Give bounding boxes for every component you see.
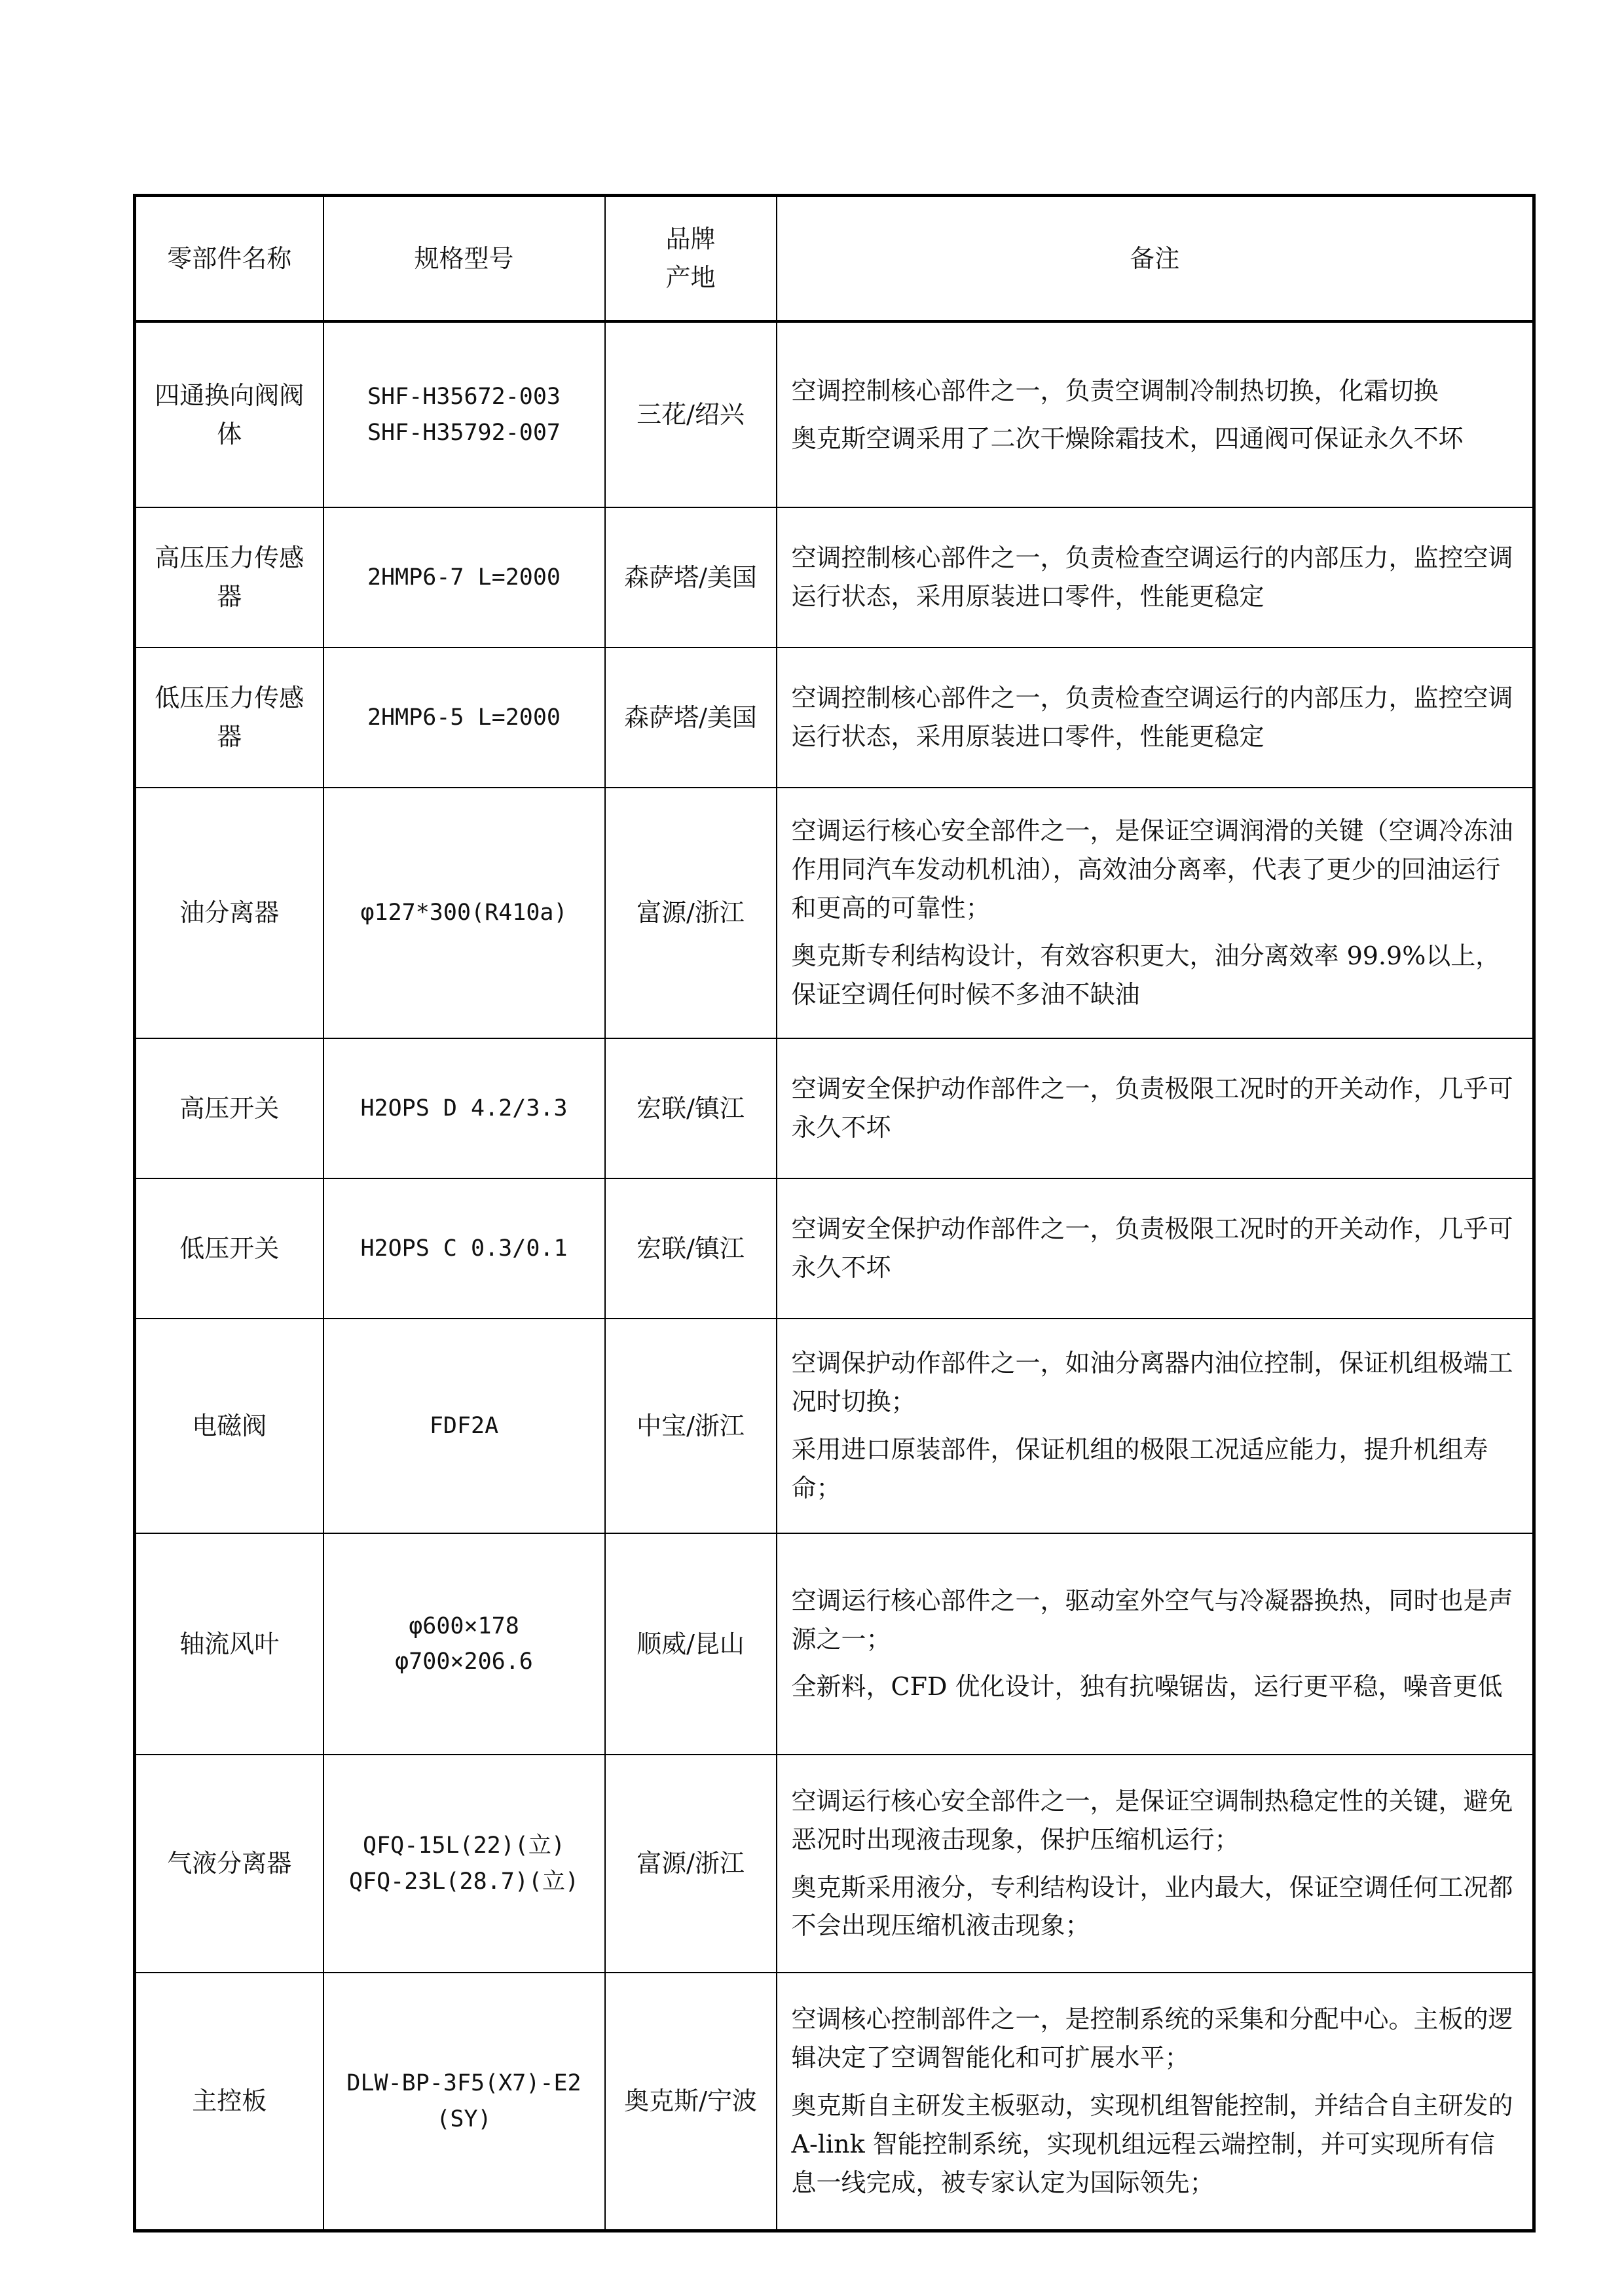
table-row: [135, 788, 1534, 1038]
remark-paragraph: 空调安全保护动作部件之一，负责极限工况时的开关动作，几乎可永久不坏: [791, 1074, 1513, 1142]
remark-paragraph: 奥克斯专利结构设计，有效容积更大，油分离效率 99.9%以上，保证空调任何时候不多油不缺油: [791, 941, 1501, 1009]
table-row: [135, 1973, 1534, 2231]
spec-model-cell: [323, 1533, 605, 1755]
remark-paragraph: 空调运行核心安全部件之一，是保证空调制热稳定性的关键，避免恶况时出现液击现象，保护压缩机运行；: [791, 1786, 1513, 1854]
brand-origin-cell: 奥克斯/宁波: [605, 1973, 777, 2231]
part-name-cell: 高压压力传感器: [135, 507, 323, 647]
remark-paragraph: 全新料，CFD 优化设计，独有抗噪锯齿，运行更平稳，噪音更低: [791, 1672, 1503, 1702]
brand-origin-cell: 森萨塔/美国: [605, 647, 777, 788]
spec-model-line: QFQ-15L(22)(立): [363, 1832, 565, 1859]
table-row: [135, 321, 1534, 507]
part-name-cell: 主控板: [135, 1973, 323, 2231]
remarks-cell: [777, 321, 1534, 507]
spec-model-cell: [323, 1973, 605, 2231]
table-body: [135, 321, 1534, 2231]
table-header-row: [135, 196, 1534, 322]
spec-model-cell: [323, 788, 605, 1038]
header-brand-origin: [605, 196, 777, 322]
remark-paragraph: 空调安全保护动作部件之一，负责极限工况时的开关动作，几乎可永久不坏: [791, 1214, 1513, 1282]
part-name-cell: 轴流风叶: [135, 1533, 323, 1755]
header-origin: 产地: [665, 263, 716, 292]
brand-origin-cell: 富源/浙江: [605, 788, 777, 1038]
brand-origin-cell: 宏联/镇江: [605, 1038, 777, 1178]
part-name-cell: 气液分离器: [135, 1755, 323, 1973]
spec-model-line: 2HMP6-7 L=2000: [367, 564, 561, 591]
remarks-cell: [777, 1755, 1534, 1973]
remark-paragraph: 空调核心控制部件之一，是控制系统的采集和分配中心。主板的逻辑决定了空调智能化和可扩展水平；: [791, 2005, 1513, 2073]
header-spec-model: 规格型号: [323, 196, 605, 322]
remark-paragraph: 奥克斯采用液分，专利结构设计，业内最大，保证空调任何工况都不会出现压缩机液击现象；: [791, 1872, 1513, 1941]
spec-model-line: H2OPS D 4.2/3.3: [360, 1095, 568, 1121]
header-brand: 品牌: [665, 225, 716, 254]
spec-model-line: QFQ-23L(28.7)(立): [348, 1868, 580, 1895]
remark-paragraph: 奥克斯自主研发主板驱动，实现机组智能控制，并结合自主研发的 A-link 智能控制系统，实现机组远程云端控制，并可实现所有信息一线完成，被专家认定为国际领先；: [791, 2091, 1513, 2197]
table-row: [135, 1533, 1534, 1755]
spec-model-line: H2OPS C 0.3/0.1: [360, 1235, 568, 1262]
header-remarks: 备注: [777, 196, 1534, 322]
table-row: [135, 1755, 1534, 1973]
part-name-cell: 低压开关: [135, 1178, 323, 1319]
brand-origin-cell: 宏联/镇江: [605, 1178, 777, 1319]
remarks-cell: [777, 647, 1534, 788]
spec-model-line: FDF2A: [429, 1412, 499, 1439]
part-name-cell: 油分离器: [135, 788, 323, 1038]
remark-paragraph: 空调运行核心部件之一，驱动室外空气与冷凝器换热，同时也是声源之一；: [791, 1586, 1513, 1654]
spec-model-line: φ600×178: [409, 1613, 519, 1639]
remark-paragraph: 采用进口原装部件，保证机组的极限工况适应能力，提升机组寿命；: [791, 1435, 1488, 1503]
remark-paragraph: 奥克斯空调采用了二次干燥除霜技术，四通阀可保证永久不坏: [791, 424, 1464, 453]
remarks-cell: [777, 1178, 1534, 1319]
remarks-cell: [777, 788, 1534, 1038]
remark-paragraph: 空调保护动作部件之一，如油分离器内油位控制，保证机组极端工况时切换；: [791, 1349, 1513, 1417]
part-name-cell: 电磁阀: [135, 1319, 323, 1533]
header-part-name: 零部件名称: [135, 196, 323, 322]
spec-model-line: φ127*300(R410a): [360, 900, 568, 926]
remarks-cell: [777, 507, 1534, 647]
part-name-cell: 高压开关: [135, 1038, 323, 1178]
brand-origin-cell: 顺威/昆山: [605, 1533, 777, 1755]
spec-model-cell: [323, 1319, 605, 1533]
remarks-cell: [777, 1533, 1534, 1755]
part-name-cell: 四通换向阀阀体: [135, 321, 323, 507]
spec-model-line: DLW-BP-3F5(X7)-E2(SY): [346, 2070, 581, 2132]
remark-paragraph: 空调控制核心部件之一，负责检查空调运行的内部压力，监控空调运行状态，采用原装进口零件，性能更稳定: [791, 543, 1513, 611]
brand-origin-cell: 富源/浙江: [605, 1755, 777, 1973]
remarks-cell: [777, 1038, 1534, 1178]
remark-paragraph: 空调运行核心安全部件之一，是保证空调润滑的关键（空调冷冻油作用同汽车发动机机油），高效油分离率，代表了更少的回油运行和更高的可靠性；: [791, 816, 1513, 923]
spec-model-line: φ700×206.6: [395, 1649, 533, 1675]
spec-model-line: SHF-H35672-003: [367, 384, 561, 410]
table-row: [135, 1319, 1534, 1533]
parts-spec-table: [133, 194, 1536, 2232]
brand-origin-cell: 中宝/浙江: [605, 1319, 777, 1533]
remark-paragraph: 空调控制核心部件之一，负责检查空调运行的内部压力，监控空调运行状态，采用原装进口零件，性能更稳定: [791, 683, 1513, 751]
spec-model-cell: [323, 1178, 605, 1319]
brand-origin-cell: 森萨塔/美国: [605, 507, 777, 647]
brand-origin-cell: 三花/绍兴: [605, 321, 777, 507]
table-row: [135, 507, 1534, 647]
spec-model-cell: [323, 321, 605, 507]
remark-paragraph: 空调控制核心部件之一，负责空调制冷制热切换，化霜切换: [791, 376, 1439, 405]
table-row: [135, 1038, 1534, 1178]
spec-model-line: SHF-H35792-007: [367, 419, 561, 446]
spec-model-cell: [323, 1755, 605, 1973]
part-name-cell: 低压压力传感器: [135, 647, 323, 788]
spec-model-cell: [323, 507, 605, 647]
table-row: [135, 647, 1534, 788]
spec-model-line: 2HMP6-5 L=2000: [367, 704, 561, 731]
remarks-cell: [777, 1319, 1534, 1533]
spec-model-cell: [323, 647, 605, 788]
spec-model-cell: [323, 1038, 605, 1178]
table-row: [135, 1178, 1534, 1319]
remarks-cell: [777, 1973, 1534, 2231]
